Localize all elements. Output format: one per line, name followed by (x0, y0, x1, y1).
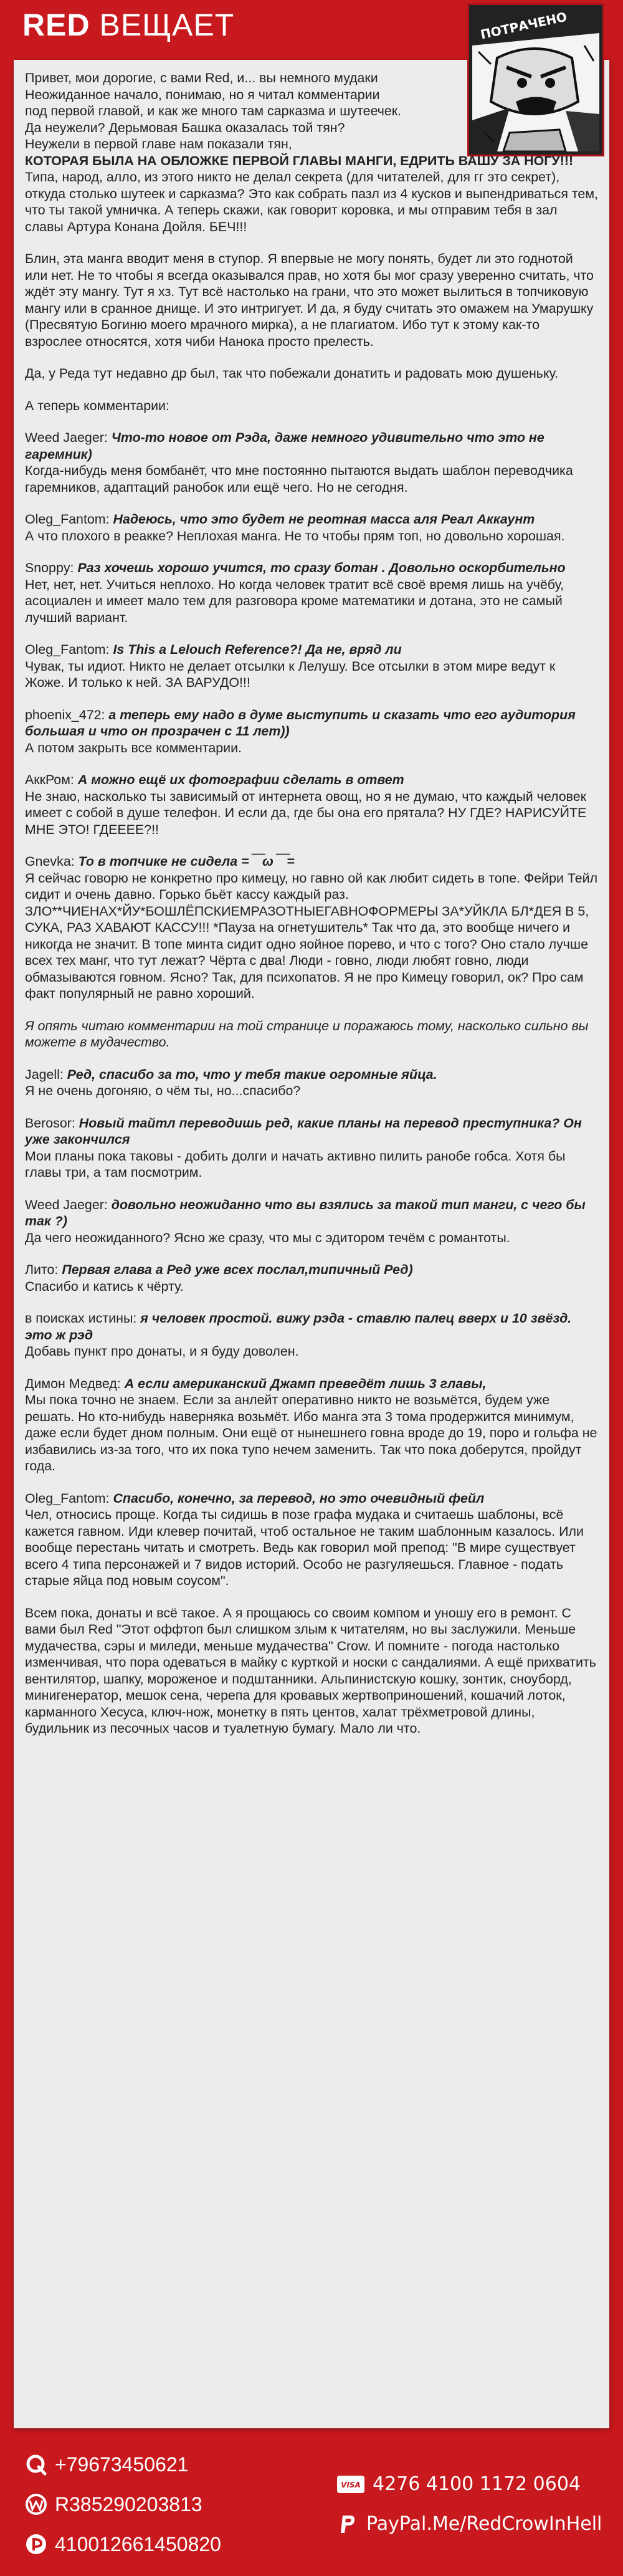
comment-block (25, 511, 598, 544)
comment-author: Димон Медвед: (25, 1376, 125, 1391)
comment-author: Snoppy: (25, 560, 78, 575)
comment-question: А если американский Джамп преведёт лишь 3 главы, (124, 1376, 487, 1391)
comment-question: Надеюсь, что это будет не реотная масса аля Реал Аккаунт (113, 512, 535, 527)
comment-answer: Я сейчас говорю не конкретно про кимецу, но гавно ой как любит сидеть в топе. Фейри Тейл сидит и очень давно. Горько бьёт кассу каждый раз. ЗЛО**ЧИЕНАХ*ЙУ*БОШЛЁПСКИЕМРАЗОТНЫЕГАВНОФОРМЕРЫ ЗА*УЙКЛА БЛ*ДЕЯ В 5, СУКА, РАЗ ХАВАЮТ КАССУ!!! *Пауза на огнетушитель* Так что да, это вообще ничего и никогда не значит. В топе минта сидит одно яойное порево, и что с того? Оно стало лучше всех тех манг, что тут лежат? Чёрта с два! Люди - говно, люди любят говно, люди обмазываются говном. Ясно? Так, для психопатов. Я не про Кимецу говорил, ок? Про сам факт популярный не равно хороший. (25, 870, 598, 1001)
comment-block (25, 429, 598, 496)
brand-red: RED (22, 7, 90, 42)
intro-line: Неужели в первой главе нам показали тян, (25, 136, 292, 151)
intro-paragraph-1 (25, 70, 598, 235)
comment-block (25, 707, 598, 757)
intro-paragraph-2: Блин, эта манга вводит меня в ступор. Я впервые не могу понять, будет ли это годнотой или нет. Не то чтобы я всегда оказывался прав, но хотя бы мог сразу уверенно считать, что ждёт эту мангу. Тут я хз. Тут всё настолько на грани, что это может вылиться в топчиковую мангу или в сранное днище. И это интригует. И да, я буду считать это омажем на Умарушку (Пресвятую Богиню моего мрачного мирка), а не плагиатом. Ибо тут к этому как-то взрослее относятся, хотя чиби Нанока просто прелесть. (25, 251, 594, 349)
intro-paragraph-4: А теперь комментарии: (25, 398, 169, 413)
comment-question: Раз хочешь хорошо учится, то сразу ботан . Довольно оскорбительно (77, 560, 566, 575)
paypal-icon (336, 2513, 359, 2535)
webmoney-item[interactable] (25, 2492, 202, 2517)
intro-line: под первой главой, и как же много там сарказма и шутеечек. (25, 103, 402, 118)
intro-paragraph-3: Да, у Реда тут недавно др был, так что побежали донатить и радовать мою душеньку. (25, 366, 559, 381)
intro-line: Неожиданное начало, понимаю, но я читал комментарии (25, 87, 380, 102)
comment-answer: Чел, относись проще. Когда ты сидишь в позе графа мудака и считаешь шаблоны, всё кажется гавном. Иди клевер почитай, чтоб остальное не таким шаблонным казалось. Или вообще перестань читать и смотреть. Ведь как говорил мой препод: "В мире существует всего 4 типа персонажей и 7 видов историй. Особо не разгуляешься. Главное - подать старые яйца под новым соусом". (25, 1507, 584, 1588)
comment-answer: Не знаю, насколько ты зависимый от интернета овощ, но я не думаю, что каждый человек имеет с собой в душе телефон. И если да, где бы она его прятала? НУ ГДЕ? НАРИСУЙТЕ МНЕ ЭТО! ГДЕЕЕЕ?!! (25, 788, 587, 837)
comment-author: Лито: (25, 1262, 62, 1277)
comment-block (25, 772, 598, 838)
comment-author: Weed Jaeger: (25, 1197, 112, 1212)
comment-block (25, 1197, 598, 1247)
paypal-link: PayPal.Me/RedCrowInHell (366, 2513, 602, 2535)
article-text (25, 70, 598, 1753)
comment-author: Gnevka: (25, 854, 78, 869)
comment-author: Weed Jaeger: (25, 430, 112, 445)
italic-note: Я опять читаю комментарии на той странице и поражаюсь тому, насколько сильно вы можете в мудачество. (25, 1018, 589, 1050)
footer-donations (0, 2440, 623, 2576)
comment-question: А можно ещё их фотографии сделать в ответ (77, 772, 404, 787)
comment-author: phoenix_472: (25, 707, 109, 722)
qiwi-item[interactable] (25, 2452, 188, 2477)
comment-question: я человек простой. вижу рэда - ставлю палец вверх и 10 звёзд. это ж рэд (25, 1311, 572, 1343)
comment-question: Первая глава а Ред уже всех послал,типичный Ред) (62, 1262, 413, 1277)
comment-block (25, 560, 598, 626)
comment-question: Ред, спасибо за то, что у тебя такие огромные яйца. (67, 1066, 437, 1082)
comment-answer: Я не очень догоняю, о чём ты, но...спасибо? (25, 1083, 301, 1098)
comment-block (25, 1310, 598, 1360)
comment-question: довольно неожиданно что вы взялись за такой тип манги, с чего бы так ?) (25, 1197, 586, 1228)
comment-answer: Спасибо и катись к чёрту. (25, 1278, 184, 1294)
comment-question: То в топчике не сидела =￣ω￣= (78, 854, 295, 869)
comment-block (25, 1376, 598, 1475)
comment-block (25, 641, 598, 691)
comment-answer: А потом закрыть все комментарии. (25, 740, 242, 755)
comment-answer: Мы пока точно не знаем. Если за анлейт оперативно никто не возьмётся, будем уже решать. Но кто-нибудь наверняка возьмёт. Ибо манга эта 3 тома продержится минимум, даже если будет дном полным. Они ещё от нынешнего говна вроде до 19, поро и гольфа не избавились из-за того, что их пока тупо нечем заменить. Так что пока доберутся, пройдут года. (25, 1392, 597, 1473)
comment-block (25, 1115, 598, 1181)
comment-block (25, 1490, 598, 1589)
intro-line: Привет, мои дорогие, с вами Red, и... вы немного мудаки (25, 70, 378, 85)
comment-author: Berosor: (25, 1115, 79, 1131)
qiwi-number: +79673450621 (55, 2453, 189, 2476)
intro-caps: КОТОРАЯ БЫЛА НА ОБЛОЖКЕ ПЕРВОЙ ГЛАВЫ МАНГИ, ЕДРИТЬ ВАШУ ЗА НОГУ!!! (25, 153, 574, 168)
comment-question: Is This a Lelouch Reference?! Да не, вряд ли (113, 642, 402, 657)
comment-question: Что-то новое от Рэда, даже немного удивительно что это не гаремник) (25, 430, 545, 462)
comment-answer: Когда-нибудь меня бомбанёт, что мне постоянно пытаются выдать шаблон переводчика гаремников, адаптаций ранобок или ещё чего. Но не сегодня. (25, 463, 573, 495)
comment-answer: Мои планы пока таковы - добить долги и начать активно пилить ранобе гобса. Хотя бы главы три, а там посмотрим. (25, 1148, 566, 1180)
comment-block (25, 853, 598, 1002)
webmoney-wallet: R385290203813 (55, 2493, 202, 2516)
comment-author: АккРом: (25, 772, 78, 787)
comment-answer: Чувак, ты идиот. Никто не делает отсылки к Лелушу. Все отсылки в этом мире ведут к Жожe. И только к ней. ЗА ВАРУДО!!! (25, 658, 556, 690)
comment-question: Новый тайтл переводишь ред, какие планы на перевод преступника? Он уже закончился (25, 1115, 582, 1147)
webmoney-icon (25, 2493, 47, 2516)
brand-logo (22, 6, 234, 44)
yandex-item[interactable] (25, 2532, 221, 2557)
outro-paragraph: Всем пока, донаты и всё такое. А я прощаюсь со своим компом и уношу его в ремонт. С вами был Red "Этот оффтоп был слишком злым к читателям, но вы заслужили. Меньше мудачества, сэры и миледи, меньше мудачества" Crow. И помните - погода настолько изменчивая, что пора одеваться в майку с курткой и носки с сандалиями. А ещё прихватить вентилятор, шапку, мороженое и подштанники. Альпинистскую кошку, зонтик, сноуборд, минигенератор, мешок сена, черепа для кровавых жертвоприношений, кошачий лоток, карманного Хесуса, ключ-нож, монетку в пять центов, халат трёхметровой длины, будильник из песочных часов и туалетную бумагу. Мало ли что. (25, 1605, 596, 1736)
comment-author: Oleg_Fantom: (25, 642, 113, 657)
brand-title: ВЕЩАЕТ (99, 7, 235, 42)
card-number: 4276 4100 1172 0604 (373, 2473, 581, 2495)
intro-tail: Типа, народ, алло, из этого никто не делал секрета (для читателей, для гг это секрет), откуда столько шутеек и сарказма? Это как собрать пазл из 4 кусков и выпендриваться тем, что ты такой умничка. А теперь скажи, как говорит коровка, и мы отправим тебя в зал славы Артура Конана Дойля. БЕЧ!!! (25, 170, 598, 234)
yandex-wallet: 410012661450820 (55, 2533, 221, 2555)
comment-answer: А что плохого в реакке? Неплохая манга. Не то чтобы прям топ, но довольно хорошая. (25, 528, 565, 543)
comment-author: в поисках истины: (25, 1311, 141, 1326)
yandex-money-icon (25, 2533, 47, 2555)
paypal-item[interactable] (336, 2512, 602, 2537)
comment-author: Oleg_Fantom: (25, 1490, 113, 1506)
visa-icon (336, 2475, 365, 2494)
comment-author: Oleg_Fantom: (25, 512, 113, 527)
visa-item[interactable] (336, 2472, 581, 2497)
comment-block (25, 1262, 598, 1295)
comment-answer: Нет, нет, нет. Учиться неплохо. Но когда человек тратит всё своё время лишь на учёбу, асоциален и имеет мало тем для разговора кроме математики и дотана, это не самый лучший вариант. (25, 577, 564, 625)
comment-question: а теперь ему надо в думе выступить и сказать что его аудитория большая и что он прозрачен с 11 лет)) (25, 707, 576, 739)
comment-answer: Да чего неожиданного? Ясно же сразу, что мы с эдитором течём с романтоты. (25, 1230, 510, 1245)
svg-text:ПОТРАЧЕНО: ПОТРАЧЕНО (479, 9, 569, 42)
svg-text:VISA: VISA (341, 2481, 361, 2489)
qiwi-icon (25, 2453, 47, 2476)
intro-line: Да неужели? Дерьмовая Башка оказалась той тян? (25, 120, 345, 135)
comment-answer: Добавь пункт про донаты, и я буду доволен. (25, 1344, 299, 1359)
comment-block (25, 1066, 598, 1099)
comment-author: Jagell: (25, 1066, 67, 1082)
comment-question: Спасибо, конечно, за перевод, но это очевидный фейл (113, 1490, 485, 1506)
